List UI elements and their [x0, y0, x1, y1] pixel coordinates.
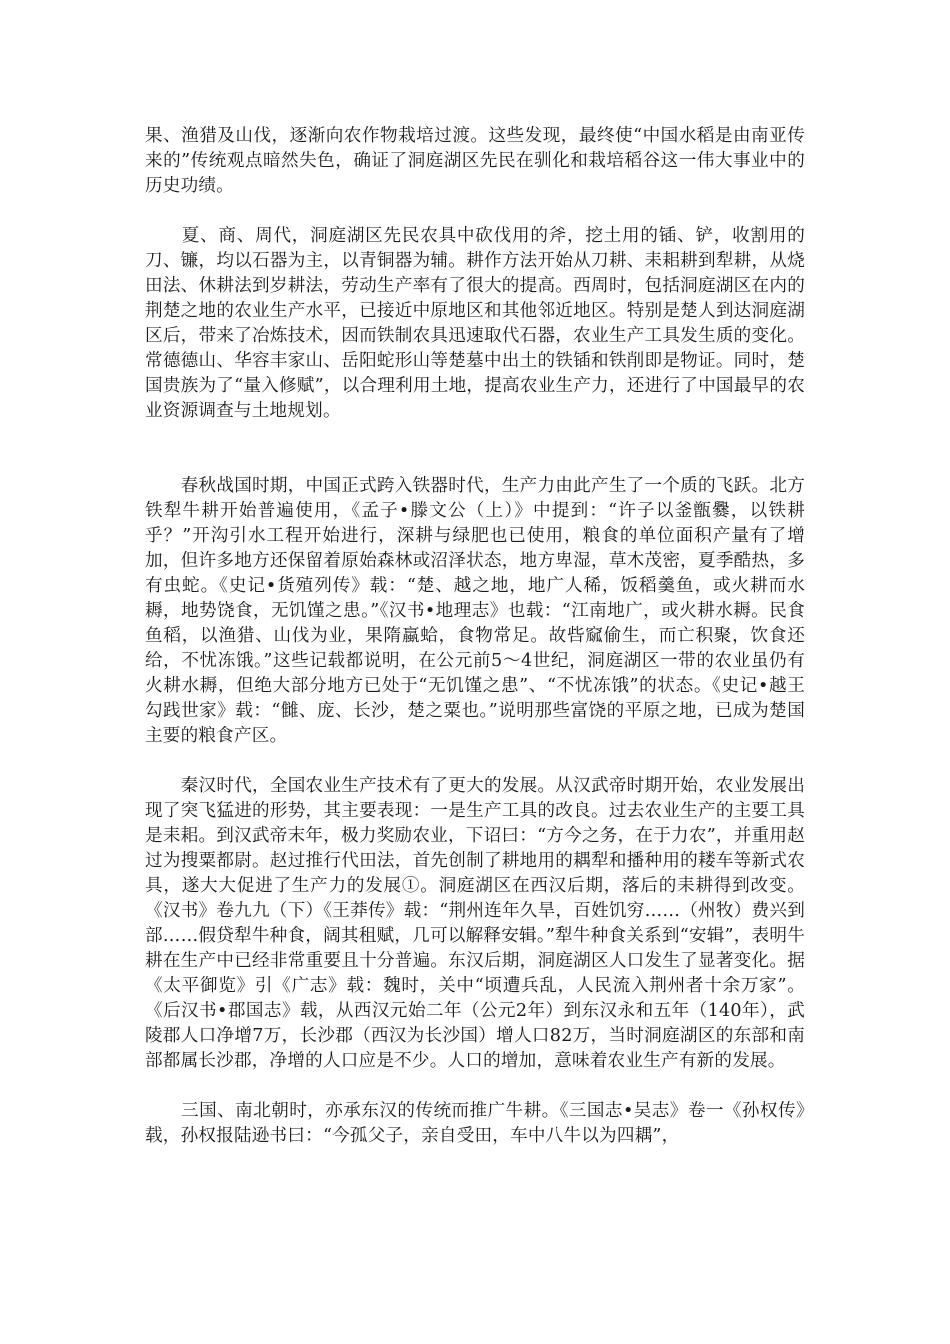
- paragraph-rice-origin: 果、渔猎及山伐，逐渐向农作物栽培过渡。这些发现，最终使“中国水稻是由南亚传来的”传统观点暗然失色，确证了洞庭湖区先民在驯化和栽培稻谷这一伟大事业中的历史功绩。: [145, 126, 805, 196]
- document-body: [145, 124, 805, 1149]
- paragraph-xia-shang-zhou: 夏、商、周代，洞庭湖区先民农具中砍伐用的斧，挖土用的锸、铲，收割用的刀、镰，均以石器为主，以青铜器为辅。耕作方法开始从刀耕、耒耜耕到犁耕，从烧田法、休耕法到岁耕法，劳动生产率有了很大的提高。西周时，包括洞庭湖区在内的荆楚之地的农业生产水平，已接近中原地区和其他邻近地区。特别是楚人到达洞庭湖区后，带来了冶炼技术，因而铁制农具迅速取代石器，农业生产工具发生质的变化。常德德山、华容丰家山、岳阳蛇形山等楚墓中出土的铁锸和铁削即是物证。同时，楚国贵族为了“量入修赋”，以合理利用土地，提高农业生产力，还进行了中国最早的农业资源调查与土地规划。: [145, 226, 805, 421]
- paragraph-three-kingdoms: 三国、南北朝时，亦承东汉的传统而推广牛耕。《三国志•吴志》卷一《孙权传》载，孙权报陆逊书曰：“今孤父子，亲自受田，车中八牛以为四耦”，: [145, 1101, 805, 1146]
- paragraph-qin-han: 秦汉时代，全国农业生产技术有了更大的发展。从汉武帝时期开始，农业发展出现了突飞猛进的形势，其主要表现：一是生产工具的改良。过去农业生产的主要工具是耒耜。到汉武帝末年，极力奖励农业，下诏曰：“方今之务，在于力农”，并重用赵过为搜粟都尉。赵过推行代田法，首先创制了耕地用的耦犁和播种用的耧车等新式农具，遂大大促进了生产力的发展①。洞庭湖区在西汉后期，落后的耒耕得到改变。《汉书》卷九九（下）《王莽传》载：“荆州连年久旱，百姓饥穷……（州牧）费兴到部……假贷犁牛种食，阔其租赋，几可以解释安辑。”犁牛种食关系到“安辑”，表明牛耕在生产中已经非常重要且十分普遍。东汉后期，洞庭湖区人口发生了显著变化。据《太平御览》引《广志》载：魏时，关中“顷遭兵乱，人民流入荆州者十余万家”。《后汉书•郡国志》载，从西汉元始二年（公元2年）到东汉永和五年（140年），武陵郡人口净增7万，长沙郡（西汉为长沙国）增人口82万，当时洞庭湖区的东部和南部都属长沙郡，净增的人口应是不少。人口的增加，意味着农业生产有新的发展。: [145, 776, 805, 1071]
- paragraph-spring-autumn-warring-states: 春秋战国时期，中国正式跨入铁器时代，生产力由此产生了一个质的飞跃。北方铁犁牛耕开始普遍使用，《孟子•滕文公（上）》中提到：“许子以釜甑爨，以铁耕乎？”开沟引水工程开始进行，深耕与绿肥也已使用，粮食的单位面积产量有了增加，但许多地方还保留着原始森林或沼泽状态，地方卑湿，草木茂密，夏季酷热，多有虫蛇。《史记•货殖列传》载：“楚、越之地，地广人稀，饭稻羹鱼，或火耕而水耨，地势饶食，无饥馑之患。”《汉书•地理志》也载：“江南地广，或火耕水耨。民食鱼稻，以渔猎、山伐为业，果隋蠃蛤，食物常足。故呰窳偷生，而亡积聚，饮食还给，不忧冻饿。”这些记载都说明，在公元前5～4世纪，洞庭湖区一带的农业虽仍有火耕水耨，但绝大部分地方已处于“无饥馑之患”、“不忧冻饿”的状态。《史记•越王勾践世家》载：“雠、庞、长沙，楚之粟也。”说明那些富饶的平原之地，已成为楚国主要的粮食产区。: [145, 476, 805, 746]
